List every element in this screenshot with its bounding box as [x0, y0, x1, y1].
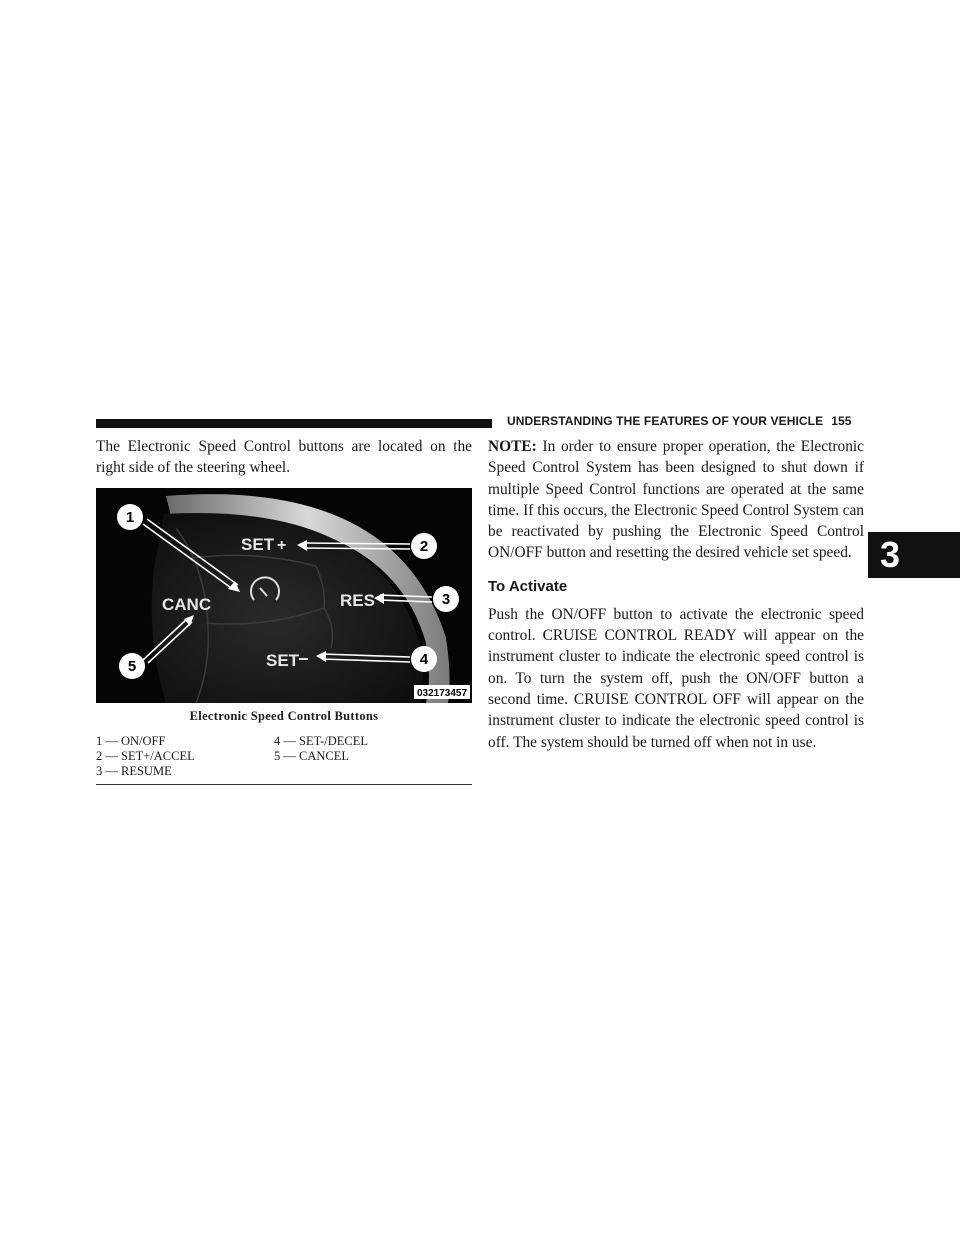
figure-caption: Electronic Speed Control Buttons [189, 708, 379, 723]
callout-5: 5 [127, 657, 137, 675]
callout-4: 4 [419, 650, 429, 668]
speed-control-figure [96, 488, 472, 703]
steering-wheel-illustration [96, 488, 472, 703]
legend-item: 2 — SET+/ACCEL [96, 748, 195, 763]
page-number: 155 [831, 414, 852, 428]
canc-label: CANC [162, 594, 212, 614]
set-plus-label: SET [241, 534, 275, 554]
callout-3: 3 [441, 590, 451, 608]
image-code: 032173457 [416, 687, 468, 699]
activate-paragraph: Push the ON/OFF button to activate the electronic speed control. CRUISE CONTROL READY will appear on the instrument cluster to indicate the electronic speed control is on. To turn the system off, push the ON/OFF button a second time. CRUISE CONTROL OFF will appear on the instrument cluster to indicate the electronic speed control is off. The system should be turned off when not in use. [488, 605, 864, 751]
figure-legend [96, 734, 472, 785]
note-text: In order to ensure proper operation, the Electronic Speed Control System has been designed to shut down if multiple Speed Control functions are operated at the same time. If this occurs, the Electronic Speed Control System can be reactivated by pushing the Electronic Speed Control ON/OFF button and resetting the desired vehicle set speed. [488, 438, 864, 562]
intro-paragraph: The Electronic Speed Control buttons are located on the right side of the steering wheel. [96, 438, 472, 477]
legend-item: 1 — ON/OFF [96, 733, 166, 748]
set-plus-sign: + [277, 536, 287, 554]
chapter-tab: 3 [868, 532, 960, 578]
set-minus-label: SET [266, 650, 300, 670]
legend-item: 3 — RESUME [96, 763, 172, 778]
legend-item [274, 764, 472, 779]
legend-item: 4 — SET-/DECEL [274, 733, 368, 748]
set-minus-sign: − [298, 648, 309, 669]
header-rule [96, 419, 492, 428]
note-label: NOTE: [488, 438, 537, 455]
right-column [488, 436, 864, 753]
legend-item: 5 — CANCEL [274, 748, 349, 763]
note-paragraph [488, 436, 864, 564]
res-label: RES [340, 590, 375, 610]
callout-2: 2 [419, 537, 429, 555]
left-column [96, 436, 472, 785]
running-header [507, 414, 867, 428]
header-title: UNDERSTANDING THE FEATURES OF YOUR VEHICLE [507, 414, 824, 428]
subheading-to-activate: To Activate [488, 577, 568, 595]
callout-1: 1 [125, 508, 135, 526]
